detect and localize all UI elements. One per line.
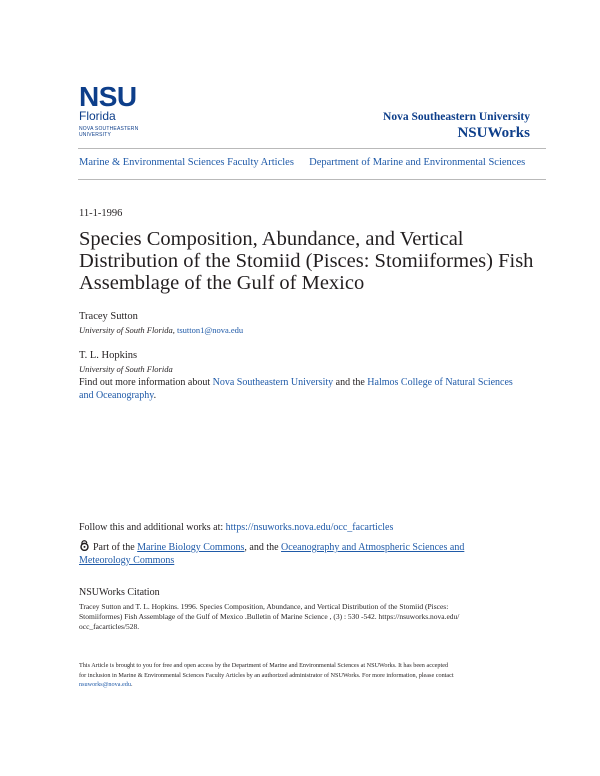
logo-tagline-line-1: NOVA SOUTHEASTERN (79, 126, 139, 132)
author-email-link[interactable]: tsutton1@nova.edu (176, 325, 244, 335)
citation-line-3: occ_facarticles/528. (79, 622, 140, 631)
nsu-florida-logo (79, 81, 149, 138)
follow-text: Follow this and additional works at: (79, 522, 226, 533)
brand-nsuworks[interactable]: NSUWorks (457, 125, 530, 141)
citation-text (79, 602, 525, 632)
oceanography-commons-link-part2[interactable]: Meteorology Commons (79, 555, 175, 566)
article-title: Species Composition, Abundance, and Vertical Distribution of the Stomiid (Pisces: Stomiiformes) Fish Assemblage of the Gulf of Mexico (79, 228, 534, 294)
citation-line-1: Tracey Sutton and T. L. Hopkins. 1996. Species Composition, Abundance, and Vertical Distribution of the Stomiid (Pisces: (79, 602, 449, 611)
author-name-2: T. L. Hopkins (79, 350, 138, 361)
open-access-icon (79, 540, 90, 551)
nova-southeastern-link[interactable]: Nova Southeastern University (212, 377, 334, 388)
halmos-college-link-part1[interactable]: Halmos College of Natural Sciences (367, 377, 513, 388)
more-info-middle: and the (333, 377, 368, 388)
more-info (79, 376, 549, 402)
access-notice-line-2: for inclusion in Marine & Environmental Sciences Faculty Articles by an authorized administrator of NSUWorks. For more information, please contact (79, 671, 454, 679)
nav-link-department[interactable]: Department of Marine and Environmental Sciences (309, 157, 526, 168)
nav-link-faculty-articles[interactable]: Marine & Environmental Sciences Faculty Articles (79, 157, 294, 168)
citation-line-2: Stomiiformes) Fish Assemblage of the Gulf of Mexico .Bulletin of Marine Science , (3) : 530 -542. https://nsuworks.nova.edu/ (79, 612, 460, 621)
access-notice-line-1: This Article is brought to you for free and open access by the Department of Marine and Environmental Sciences at NSUWorks. It has been accepted (79, 662, 449, 669)
part-of-line (79, 540, 549, 567)
affiliation-text: University of South Florida (79, 325, 173, 335)
oceanography-commons-link-part1[interactable]: Oceanography and Atmospheric Sciences and (281, 542, 465, 553)
follow-url-link[interactable]: https://nsuworks.nova.edu/occ_facarticles (225, 522, 394, 533)
brand-university[interactable]: Nova Southeastern University (383, 111, 530, 123)
access-notice-end: . (130, 681, 133, 688)
more-info-prefix: Find out more information about (79, 377, 213, 388)
logo-wordmark: NSU (79, 81, 137, 112)
author-affiliation-1: University of South Florida, tsutton1@nova.edu (79, 325, 244, 335)
logo-florida: Florida (79, 109, 116, 123)
follow-line (79, 521, 393, 534)
logo-tagline (79, 126, 149, 138)
citation-heading: NSUWorks Citation (79, 587, 160, 598)
halmos-college-link-part2[interactable]: and Oceanography (79, 390, 154, 401)
header-divider-bottom (78, 179, 546, 180)
part-of-prefix: Part of the (93, 542, 138, 553)
access-notice (79, 661, 525, 690)
nsuworks-email-link[interactable]: nsuworks@nova.edu (79, 681, 131, 688)
collection-nav (79, 157, 525, 168)
marine-biology-commons-link[interactable]: Marine Biology Commons (137, 542, 245, 553)
author-affiliation-2: University of South Florida (79, 364, 173, 374)
logo-tagline-line-2: UNIVERSITY (79, 132, 112, 138)
repository-brand (383, 110, 530, 142)
header-divider-top (78, 148, 546, 149)
part-of-middle: , and the (244, 542, 282, 553)
more-info-suffix: . (153, 390, 157, 401)
publication-date: 11-1-1996 (79, 208, 123, 219)
author-name-1: Tracey Sutton (79, 311, 138, 322)
